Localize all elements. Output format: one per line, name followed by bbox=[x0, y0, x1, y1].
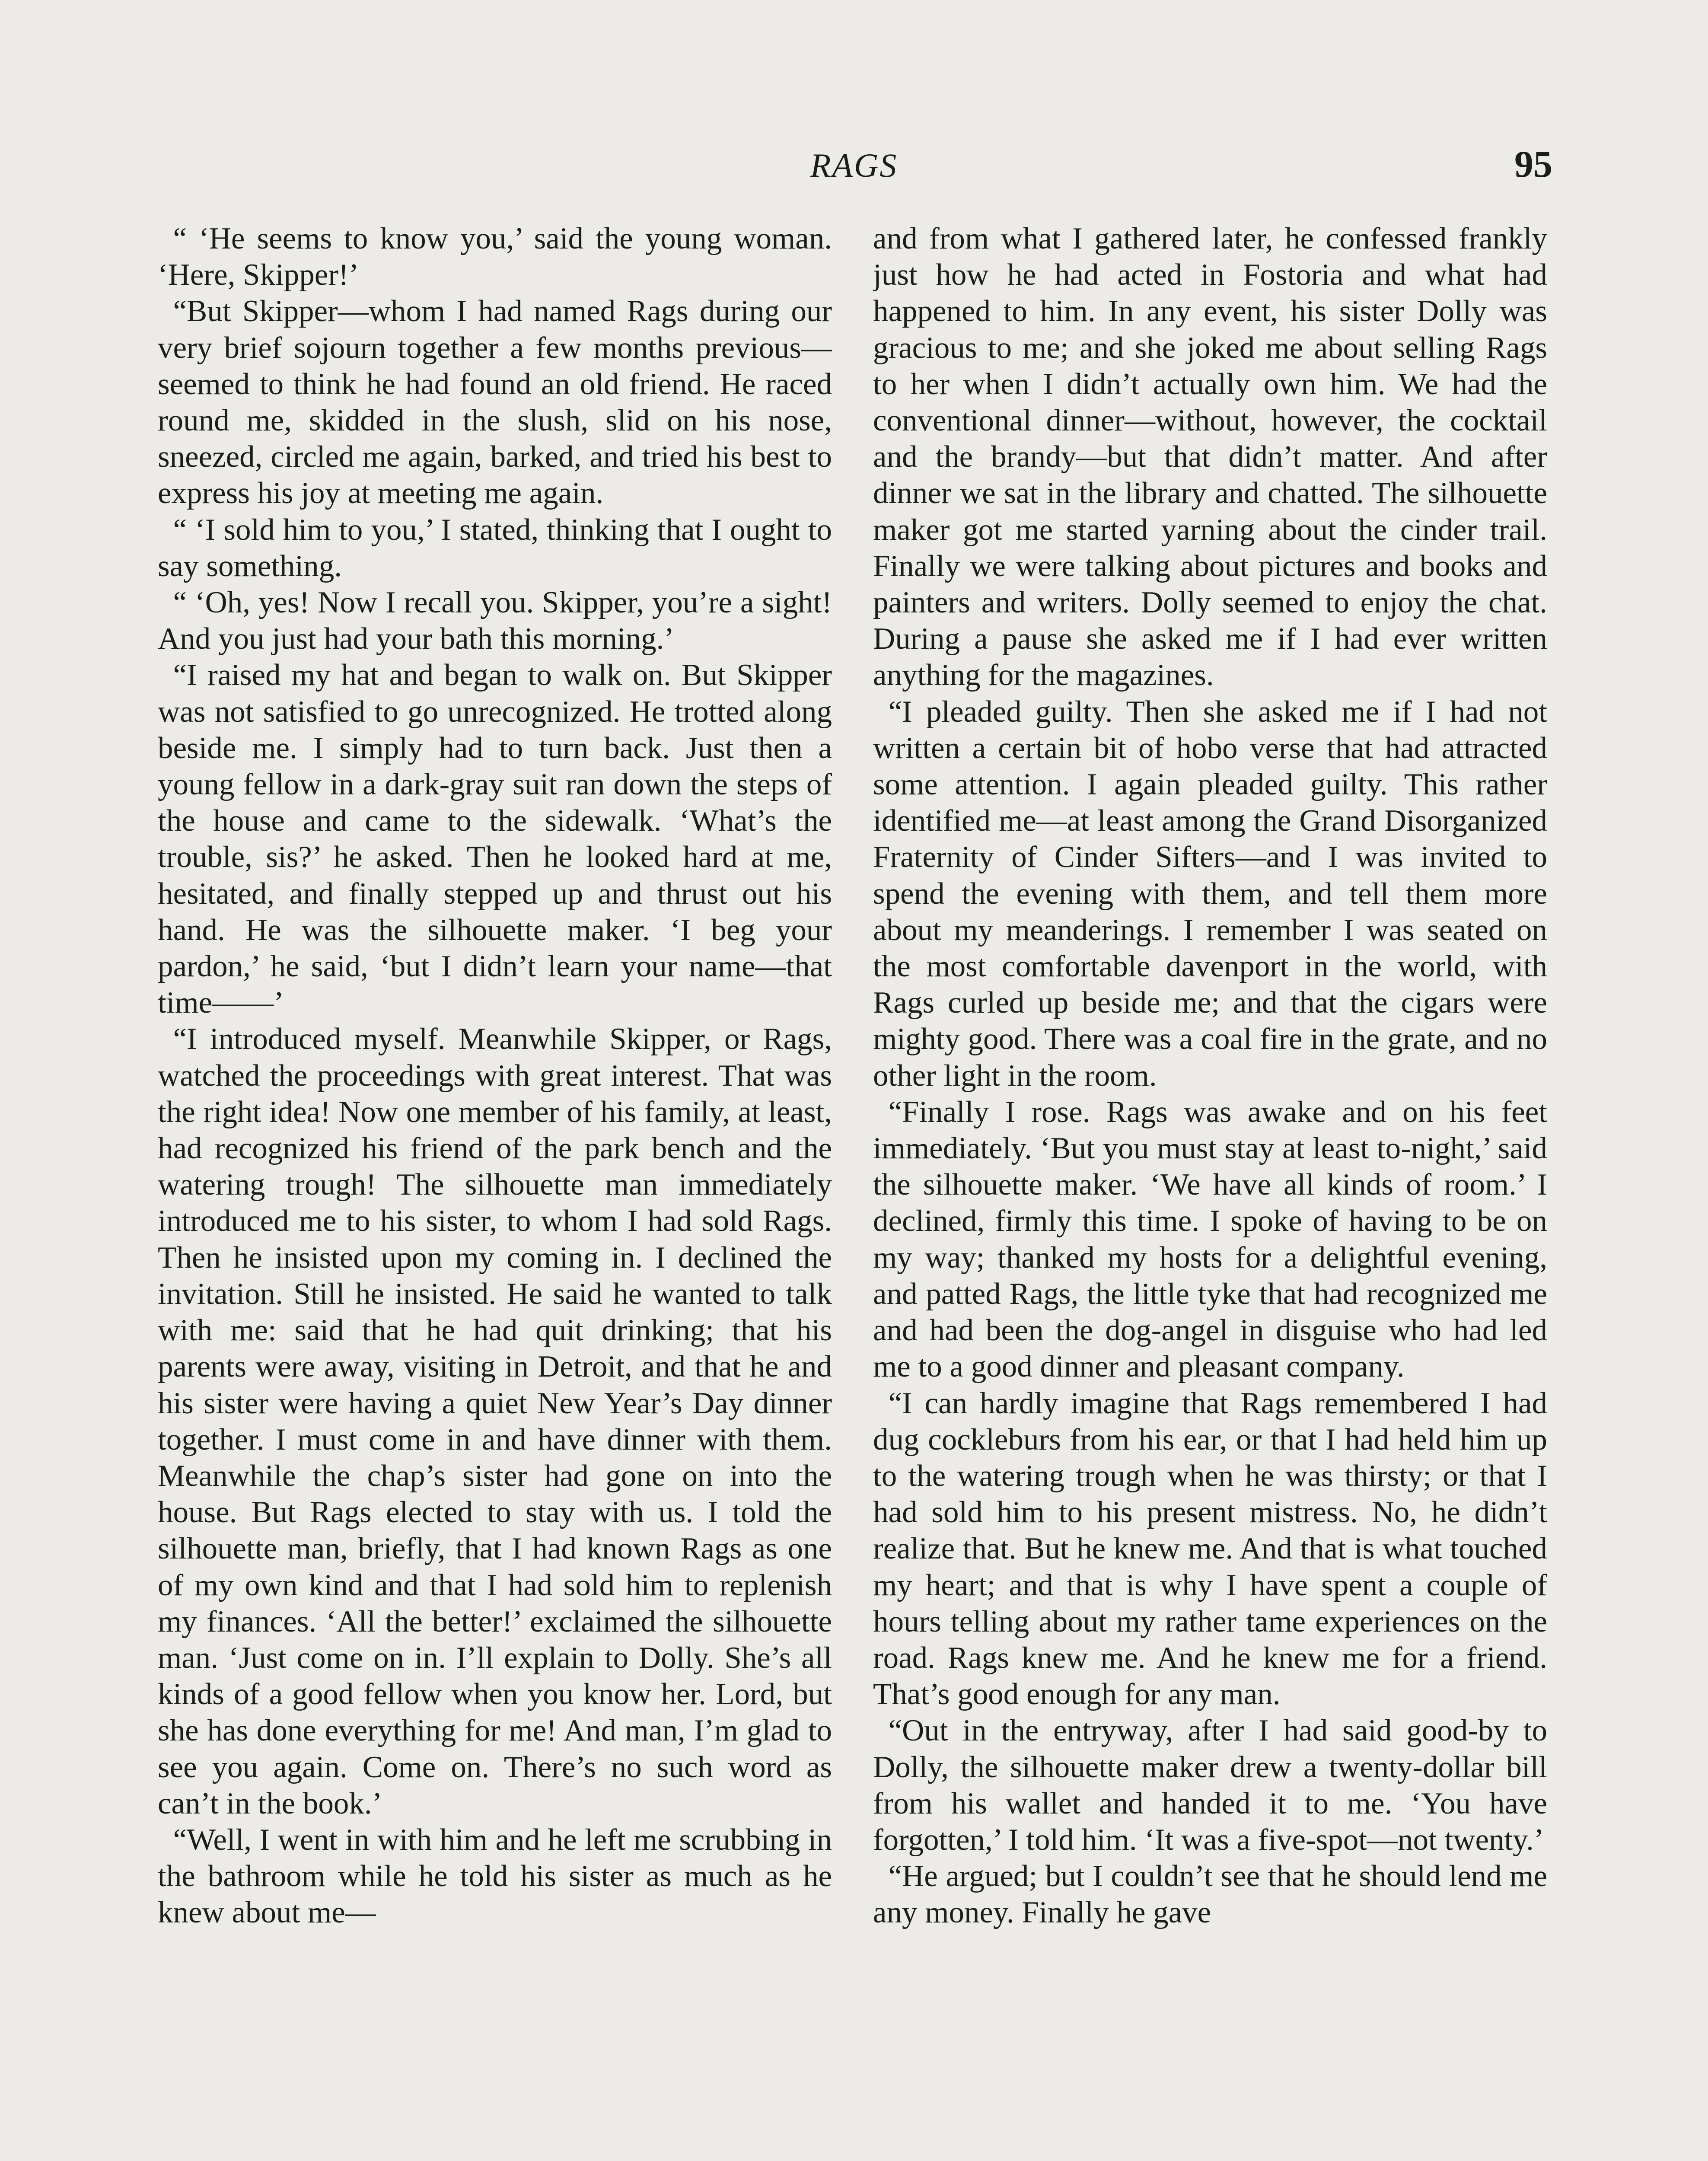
paragraph: “Out in the entryway, after I had said good-by to Dolly, the silhouette maker drew a twenty-dollar bill from his wallet and handed it to me. ‘You have forgotten,’ I told him. ‘It was a five-spot—not twenty.’ bbox=[873, 1714, 1547, 1857]
paragraph: “I introduced myself. Meanwhile Skipper, or Rags, watched the proceedings with great interest. That was the right idea! Now one member of his family, at least, had recognized his friend of the park bench and the watering trough! The silhouette man immediately introduced me to his sister, to whom I had sold Rags. Then he insisted upon my coming in. I declined the invitation. Still he insisted. He said he wanted to talk with me: said that he had quit drinking; that his parents were away, visiting in Detroit, and that he and his sister were having a quiet New Year’s Day dinner together. I must come in and have dinner with them. Meanwhile the chap’s sister had gone on into the house. But Rags elected to stay with us. I told the silhouette man, briefly, that I had known Rags as one of my own kind and that I had sold him to replenish my finances. ‘All the better!’ exclaimed the silhouette man. ‘Just come on in. I’ll explain to Dolly. She’s all kinds of a good fellow when you know her. Lord, but she has done everything for me! And man, I’m glad to see you again. Come on. There’s no such word as can’t in the book.’ bbox=[158, 1022, 832, 1820]
paragraph-continued: and from what I gathered later, he confessed frankly just how he had acted in Fostoria and what had happened to him. In any event, his sister Dolly was gracious to me; and she joked me about selling Rags to her when I didn’t actually own him. We had the conventional dinner—without, however, the cocktail and the brandy—but that didn’t matter. And after dinner we sat in the library and chatted. The silhouette maker got me started yarning about the cinder trail. Finally we were talking about pictures and books and painters and writers. Dolly seemed to enjoy the chat. During a pause she asked me if I had ever written anything for the magazines. bbox=[873, 222, 1547, 692]
page-number: 95 bbox=[1514, 143, 1552, 185]
paragraph: “He argued; but I couldn’t see that he should lend me any money. Finally he gave bbox=[873, 1859, 1547, 1930]
paragraph: “I can hardly imagine that Rags remembered I had dug cockleburs from his ear, or that I had held him up to the watering trough when he was thirsty; or that I had sold him to his present mistress. No, he didn’t realize that. But he knew me. And that is what touched my heart; and that is why I have spent a couple of hours telling about my rather tame experiences on the road. Rags knew me. And he knew me for a friend. That’s good enough for any man. bbox=[873, 1386, 1547, 1712]
left-column bbox=[158, 220, 832, 2161]
paragraph: “I raised my hat and began to walk on. But Skipper was not satisfied to go unrecognized. He trotted along beside me. I simply had to turn back. Just then a young fellow in a dark-gray suit ran down the steps of the house and came to the sidewalk. ‘What’s the trouble, sis?’ he asked. Then he looked hard at me, hesitated, and finally stepped up and thrust out his hand. He was the silhouette maker. ‘I beg your pardon,’ he said, ‘but I didn’t learn your name—that time——’ bbox=[158, 658, 832, 1020]
running-head bbox=[156, 143, 1552, 190]
paragraph: “ ‘I sold him to you,’ I stated, thinking that I ought to say something. bbox=[158, 513, 832, 583]
paragraph: “Well, I went in with him and he left me scrubbing in the bathroom while he told his sister as much as he knew about me— bbox=[158, 1823, 832, 1930]
right-column bbox=[873, 220, 1547, 2161]
paragraph: “Finally I rose. Rags was awake and on his feet immediately. ‘But you must stay at least to-night,’ said the silhouette maker. ‘We have all kinds of room.’ I declined, firmly this time. I spoke of having to be on my way; thanked my hosts for a delightful evening, and patted Rags, the little tyke that had recognized me and had been the dog-angel in disguise who had led me to a good dinner and pleasant company. bbox=[873, 1095, 1547, 1384]
running-title: RAGS bbox=[810, 147, 898, 184]
paragraph: “ ‘He seems to know you,’ said the young woman. ‘Here, Skipper!’ bbox=[158, 222, 832, 292]
paragraph: “I pleaded guilty. Then she asked me if I had not written a certain bit of hobo verse that had attracted some attention. I again pleaded guilty. This rather identified me—at least among the Grand Disorganized Fraternity of Cinder Sifters—and I was invited to spend the evening with them, and tell them more about my meanderings. I remember I was seated on the most comfortable davenport in the world, with Rags curled up beside me; and that the cigars were mighty good. There was a coal fire in the grate, and no other light in the room. bbox=[873, 695, 1547, 1093]
paragraph: “But Skipper—whom I had named Rags during our very brief sojourn together a few months previous—seemed to think he had found an old friend. He raced round me, skidded in the slush, slid on his nose, sneezed, circled me again, barked, and tried his best to express his joy at meeting me again. bbox=[158, 294, 832, 510]
paragraph: “ ‘Oh, yes! Now I recall you. Skipper, you’re a sight! And you just had your bath this morning.’ bbox=[158, 586, 832, 656]
